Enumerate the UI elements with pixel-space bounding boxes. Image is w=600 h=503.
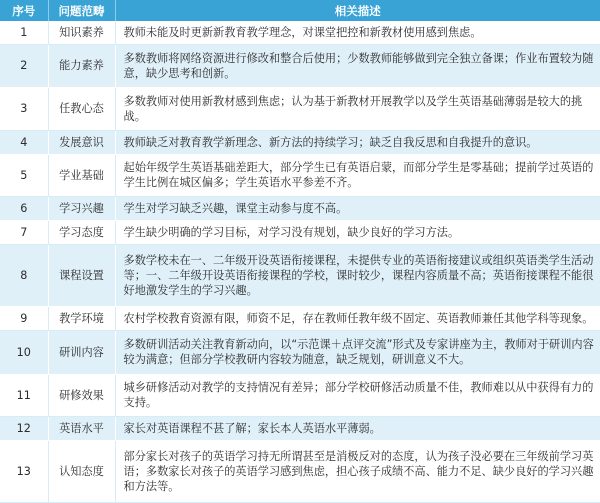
row-number: 4 [0,130,48,154]
row-category: 学业基础 [48,154,115,196]
row-description: 多数教师对使用新教材感到焦虑；认为基于新教材开展教学以及学生英语基础薄弱是较大的挑战。 [115,87,600,130]
row-description: 起始年级学生英语基础差距大，部分学生已有英语启蒙，而部分学生是零基础；提前学过英语的学生比例在城区偏多；学生英语水平参差不齐。 [115,154,600,196]
row-category: 学习态度 [48,220,115,244]
row-number: 6 [0,196,48,220]
table-row [0,154,600,196]
table-header-row [0,0,600,21]
row-category: 学习兴趣 [48,196,115,220]
row-description: 教师缺乏对教育教学新理念、新方法的持续学习；缺乏自我反思和自我提升的意识。 [115,130,600,154]
row-category: 研修效果 [48,374,115,416]
row-description: 城乡研修活动对教学的支持情况有差异；部分学校研修活动质量不佳，教师难以从中获得有力的支持。 [115,374,600,416]
table-row [0,416,600,440]
row-number: 7 [0,220,48,244]
row-category: 知识素养 [48,21,115,44]
table-row [0,244,600,306]
table-row [0,306,600,330]
table-row [0,196,600,220]
row-category: 发展意识 [48,130,115,154]
table-row [0,130,600,154]
row-description: 多数教师将网络资源进行修改和整合后使用；少数教师能够做到完全独立备课；作业布置较为随意，缺少思考和创新。 [115,44,600,87]
row-description: 多数学校未在一、二年级开设英语衔接课程，未提供专业的英语衔接建议或组织英语类学生活动等；一、二年级开设英语衔接课程的学校，课时较少，课程内容质量不高；英语衔接课程不能很好地激发学生的学习兴趣。 [115,244,600,306]
row-number: 13 [0,440,48,502]
row-category: 课程设置 [48,244,115,306]
header-category: 问题范畴 [48,0,115,21]
row-number: 10 [0,330,48,374]
header-description: 相关描述 [115,0,600,21]
row-description: 部分家长对孩子的英语学习持无所谓甚至是消极反对的态度，认为孩子没必要在三年级前学习英语；多数家长对孩子的英语学习感到焦虑，担心孩子成绩不高、能力不足、缺少良好的学习兴趣和方法等。 [115,440,600,502]
table-row [0,330,600,374]
row-category: 任教心态 [48,87,115,130]
row-number: 3 [0,87,48,130]
table-row [0,21,600,44]
row-number: 9 [0,306,48,330]
table-row [0,440,600,502]
table-row [0,87,600,130]
header-number: 序号 [0,0,48,21]
row-description: 学生对学习缺乏兴趣，课堂主动参与度不高。 [115,196,600,220]
row-number: 12 [0,416,48,440]
row-category: 教学环境 [48,306,115,330]
row-description: 教师未能及时更新新教育教学理念，对课堂把控和新教材使用感到焦虑。 [115,21,600,44]
row-description: 学生缺少明确的学习目标，对学习没有规划，缺少良好的学习方法。 [115,220,600,244]
row-category: 能力素养 [48,44,115,87]
row-number: 5 [0,154,48,196]
table-row [0,220,600,244]
row-category: 英语水平 [48,416,115,440]
row-number: 2 [0,44,48,87]
row-number: 1 [0,21,48,44]
row-description: 农村学校教育资源有限，师资不足，存在教师任教年级不固定、英语教师兼任其他学科等现象。 [115,306,600,330]
row-description: 多数研训活动关注教育新动向，以“示范课＋点评交流”形式及专家讲座为主，教师对于研训内容较为满意；但部分学校教研内容较为随意，缺乏规划，研训意义不大。 [115,330,600,374]
row-number: 11 [0,374,48,416]
row-description: 家长对英语课程不甚了解；家长本人英语水平薄弱。 [115,416,600,440]
row-number: 8 [0,244,48,306]
row-category: 认知态度 [48,440,115,502]
table-row [0,44,600,87]
row-category: 研训内容 [48,330,115,374]
table-row [0,374,600,416]
